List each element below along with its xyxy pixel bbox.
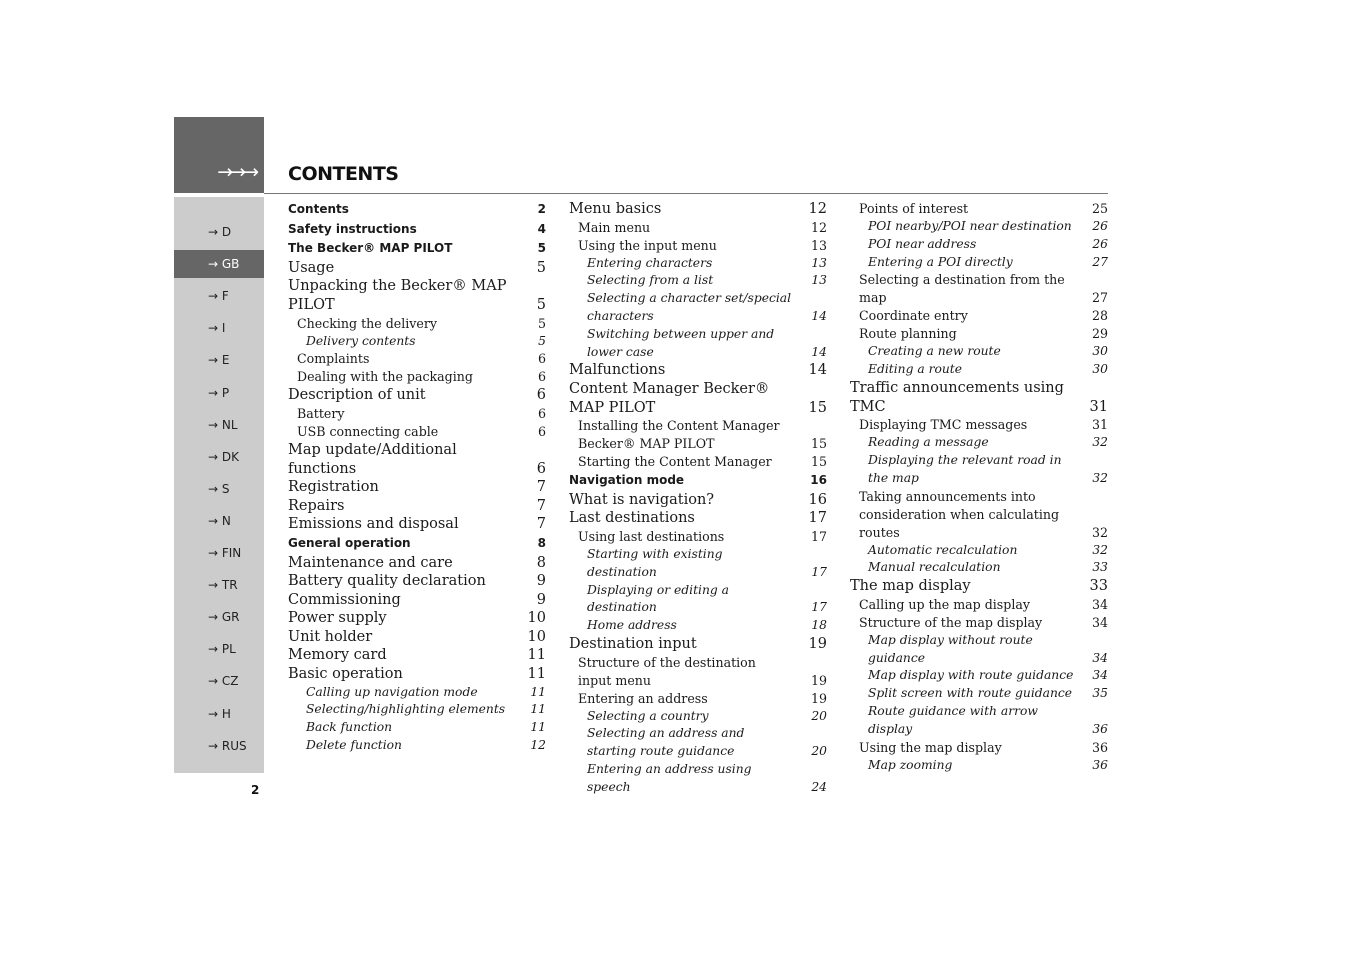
toc-entry-page: 10 [527,610,546,627]
toc-entry-title: Calling up navigation mode [306,684,478,699]
toc-entry-page: 26 [1092,219,1108,233]
toc-entry-page: 31 [1091,417,1108,433]
toc-entry-title: Selecting/highlighting elements [306,702,506,717]
language-tab[interactable] [174,667,264,695]
toc-entry-title: Automatic recalculation [868,542,1018,557]
toc-entry-title: Displaying or editing a destination [587,582,729,615]
toc-entry-title: Points of interest [859,201,969,216]
toc-entry[interactable] [850,218,1108,236]
toc-entry[interactable] [569,528,827,546]
toc-entry-title: Malfunctions [569,362,666,379]
toc-entry-title: Entering an address [578,690,708,706]
toc-entry-page: 12 [808,201,827,217]
toc-entry-title: Calling up the map display [859,596,1030,612]
toc-entry-title: Repairs [288,497,345,514]
toc-entry-title: Selecting an address and starting route guidance [587,726,745,759]
toc-entry-page: 7 [536,516,546,533]
toc-entry-page: 19 [810,672,827,688]
toc-column-1 [288,200,546,755]
toc-entry-page: 32 [1091,524,1108,540]
toc-entry[interactable] [288,646,546,665]
toc-entry-title: Selecting from a list [587,273,714,288]
toc-entry-title: USB connecting cable [297,423,439,439]
toc-entry-title: Dealing with the packaging [297,369,473,385]
toc-entry-page: 8 [537,535,546,550]
toc-entry-page: 18 [811,618,827,633]
language-tab[interactable] [174,475,264,503]
toc-entry-title: Starting with existing destination [587,546,723,579]
toc-entry-title: Registration [288,479,379,496]
toc-entry-title: Power supply [288,610,387,627]
toc-entry-page: 27 [1092,254,1108,269]
toc-entry[interactable] [850,577,1108,596]
toc-entry[interactable] [569,237,827,255]
toc-entry[interactable] [850,739,1108,757]
toc-entry-title: Usage [288,259,335,276]
toc-entry-title: Structure of the map display [859,614,1043,630]
toc-entry-title: Entering a POI directly [868,254,1013,269]
language-tab-label: → N [208,513,231,528]
toc-entry-page: 11 [530,702,546,717]
toc-entry-page: 2 [537,202,546,216]
language-tab[interactable] [174,379,264,407]
toc-entry[interactable] [569,708,827,726]
toc-entry[interactable] [569,690,827,708]
language-sidebar [174,197,264,773]
toc-entry[interactable] [288,701,546,719]
toc-entry[interactable] [850,685,1108,703]
language-tab-label: → TR [208,578,238,593]
toc-entry-page: 16 [808,491,827,508]
language-tab-label: → DK [208,449,239,464]
header-block [174,117,264,193]
toc-entry-page: 16 [810,473,827,488]
toc-entry[interactable] [288,665,546,684]
toc-entry-page: 5 [536,296,546,313]
toc-entry-title: Starting the Content Manager [578,454,772,470]
language-tab-label: → RUS [208,738,247,753]
toc-entry[interactable] [850,488,1108,542]
toc-entry[interactable] [288,478,546,497]
toc-column-2 [569,200,827,797]
language-tab[interactable] [174,218,264,246]
toc-entry-title: Manual recalculation [868,560,1001,575]
toc-entry[interactable] [850,343,1108,361]
toc-entry[interactable] [288,386,546,405]
toc-entry-page: 34 [1091,596,1108,612]
toc-entry[interactable] [288,554,546,573]
toc-entry-title: Using last destinations [578,528,725,544]
toc-section-entry[interactable] [288,200,546,220]
toc-entry-page: 5 [537,315,546,331]
toc-entry-title: Unit holder [288,628,373,645]
toc-entry[interactable] [569,654,827,690]
toc-entry-title: Memory card [288,647,387,664]
toc-entry-page: 28 [1091,308,1108,324]
toc-entry-title: Map zooming [868,757,953,772]
toc-entry-title: Entering an address using speech [587,761,752,794]
toc-entry-page: 8 [536,554,546,571]
toc-entry-title: Description of unit [288,387,426,404]
toc-entry-page: 25 [1091,201,1108,216]
language-tab[interactable] [174,346,264,374]
language-tab-label: → I [208,321,226,336]
toc-entry-title: POI near address [868,236,977,251]
language-tab[interactable] [174,635,264,663]
toc-entry-title: Displaying the relevant road in the map [868,452,1062,485]
toc-entry-page: 5 [536,259,546,276]
toc-entry-title: Contents [288,202,349,216]
language-tab[interactable] [174,603,264,631]
toc-entry-page: 33 [1092,560,1108,575]
toc-entry[interactable] [850,416,1108,434]
toc-entry[interactable] [569,255,827,273]
toc-entry-title: Navigation mode [569,473,685,488]
toc-entry-title: Route guidance with arrow display [868,703,1038,736]
language-tab[interactable] [174,282,264,310]
toc-entry-page: 27 [1091,290,1108,306]
toc-column-3 [850,200,1108,774]
toc-entry-title: Battery quality declaration [288,573,486,590]
toc-entry[interactable] [288,719,546,737]
toc-entry-page: 31 [1089,398,1108,415]
toc-entry-page: 29 [1091,326,1108,342]
toc-entry-page: 13 [810,237,827,253]
toc-entry-page: 7 [536,479,546,496]
toc-entry-title: Editing a route [868,362,963,377]
toc-entry-page: 9 [536,591,546,608]
language-tab-label: → CZ [208,674,239,689]
toc-entry[interactable] [850,614,1108,632]
toc-entry-title: Displaying TMC messages [859,417,1028,433]
language-tab[interactable] [174,507,264,535]
toc-section-entry[interactable] [288,534,546,554]
language-tab[interactable] [174,732,264,760]
toc-entry[interactable] [850,325,1108,343]
toc-entry-page: 14 [811,308,827,323]
toc-entry-title: Battery [297,405,345,421]
toc-section-entry[interactable] [288,239,546,259]
toc-section-entry[interactable] [288,220,546,240]
language-tab[interactable] [174,443,264,471]
toc-entry-page: 11 [530,684,546,699]
toc-entry[interactable] [850,452,1108,488]
toc-entry-page: 20 [811,744,827,759]
toc-entry[interactable] [569,417,827,453]
toc-entry[interactable] [850,596,1108,614]
toc-entry[interactable] [288,609,546,628]
toc-entry[interactable] [569,361,827,380]
toc-entry-title: What is navigation? [569,491,715,508]
toc-entry[interactable] [288,515,546,534]
toc-entry-title: Maintenance and care [288,554,453,571]
toc-entry-page: 15 [810,436,827,452]
toc-entry[interactable] [569,380,827,417]
language-tab[interactable] [174,314,264,342]
language-tab-label: → H [208,706,231,721]
toc-entry[interactable] [569,219,827,237]
toc-entry-title: Selecting a character set/special characters [587,291,792,323]
toc-entry-title: Using the input menu [578,237,717,253]
toc-entry[interactable] [569,272,827,290]
toc-entry[interactable] [850,632,1108,668]
toc-entry-title: Content Manager Becker® MAP PILOT [569,380,770,416]
language-tab-label: → S [208,481,230,496]
language-tab-label: → PL [208,642,236,657]
toc-entry[interactable] [569,453,827,471]
toc-entry-page: 9 [536,573,546,590]
language-tab[interactable] [174,539,264,567]
toc-entry[interactable] [288,333,546,351]
language-tab-label: → NL [208,417,238,432]
toc-entry[interactable] [288,350,546,368]
toc-entry-page: 4 [537,221,546,236]
toc-entry-title: Entering characters [587,255,713,270]
toc-entry[interactable] [569,491,827,510]
toc-entry-page: 5 [537,241,546,256]
toc-entry[interactable] [850,271,1108,307]
toc-entry-title: Switching between upper and lower case [587,326,775,359]
toc-entry[interactable] [288,441,546,478]
toc-entry-page: 14 [811,344,827,359]
toc-entry-page: 6 [536,460,546,477]
toc-entry-page: 26 [1092,236,1108,251]
toc-entry[interactable] [569,509,827,528]
toc-entry-page: 19 [810,690,827,706]
toc-entry-title: Map display with route guidance [868,668,1074,683]
toc-entry-title: Taking announcements into consideration when calculating routes [859,488,1060,540]
toc-entry-title: Destination input [569,635,697,652]
toc-entry-page: 30 [1092,362,1108,377]
toc-entry-title: Coordinate entry [859,308,968,324]
toc-entry-title: Safety instructions [288,221,417,236]
toc-entry-title: POI nearby/POI near destination [868,219,1072,233]
toc-entry-page: 36 [1092,757,1108,772]
toc-entry-page: 6 [537,369,546,385]
toc-entry[interactable] [850,667,1108,685]
toc-entry-page: 15 [810,454,827,470]
toc-entry[interactable] [850,757,1108,775]
toc-entry[interactable] [288,368,546,386]
language-tab-label: → GR [208,610,240,625]
toc-entry[interactable] [850,307,1108,325]
toc-entry[interactable] [288,277,546,314]
toc-entry-page: 13 [811,255,827,270]
toc-entry-title: Selecting a destination from the map [859,272,1065,306]
toc-entry-page: 10 [527,628,546,645]
toc-entry[interactable] [569,725,827,761]
toc-entry[interactable] [569,326,827,362]
language-tab[interactable] [174,250,264,278]
toc-entry-title: Basic operation [288,666,403,683]
toc-entry[interactable] [288,497,546,516]
toc-entry-page: 34 [1092,650,1108,665]
toc-entry-title: Complaints [297,351,370,367]
toc-entry-title: Split screen with route guidance [868,686,1073,701]
toc-entry-title: Map update/Additional functions [288,441,457,477]
page-title: CONTENTS [288,163,399,185]
toc-entry-title: The Becker® MAP PILOT [288,241,453,256]
toc-entry-title: Commissioning [288,591,401,608]
page-number: 2 [251,783,260,797]
toc-entry-title: The map display [850,578,971,595]
toc-entry[interactable] [850,200,1108,218]
toc-entry-title: Home address [587,618,677,633]
language-tab-label: → F [208,289,229,304]
toc-entry-page: 36 [1092,721,1108,736]
toc-entry[interactable] [850,559,1108,577]
language-tab-label: → FIN [208,546,242,560]
toc-entry-page: 17 [808,510,827,527]
toc-entry-title: General operation [288,535,411,550]
toc-entry-title: Map display without route guidance [868,632,1033,665]
toc-entry-title: Traffic announcements using TMC [850,379,1064,415]
toc-entry[interactable] [288,628,546,647]
toc-entry-title: Checking the delivery [297,315,437,331]
toc-entry-page: 17 [811,600,827,615]
toc-entry-page: 13 [811,273,827,288]
toc-entry-page: 17 [810,528,827,544]
language-tab-label: → D [208,225,232,239]
toc-entry-page: 32 [1092,470,1108,485]
toc-entry-title: Creating a new route [868,344,1001,359]
toc-entry[interactable] [850,361,1108,379]
toc-entry-page: 20 [811,708,827,723]
toc-entry-title: Delete function [306,738,402,753]
language-tab[interactable] [174,571,264,599]
toc-entry-page: 11 [527,666,546,683]
toc-entry[interactable] [850,703,1108,739]
toc-entry[interactable] [850,254,1108,272]
toc-entry[interactable] [288,684,546,702]
toc-entry-title: Route planning [859,326,957,342]
toc-entry-page: 12 [810,219,827,235]
toc-entry-title: Delivery contents [306,333,416,348]
language-tab-label: → E [208,353,230,368]
toc-section-entry[interactable] [569,471,827,491]
toc-entry-title: Unpacking the Becker® MAP PILOT [288,278,507,313]
language-tab-label: → GB [208,257,240,272]
toc-entry-title: Selecting a country [587,708,709,723]
language-tab-label: → P [208,385,230,400]
toc-entry-page: 7 [536,497,546,514]
toc-entry-page: 36 [1091,739,1108,755]
toc-entry-page: 6 [537,423,546,439]
toc-entry-title: Structure of the destination input menu [578,654,756,688]
toc-entry-page: 6 [537,405,546,421]
toc-entry-page: 32 [1092,435,1108,450]
toc-entry-page: 11 [527,647,546,664]
arrows-icon: →→→ [217,161,256,183]
toc-entry-title: Emissions and disposal [288,516,459,533]
toc-entry[interactable] [850,379,1108,416]
header-rule [264,193,1108,194]
toc-entry[interactable] [569,546,827,582]
toc-entry-page: 5 [538,333,546,348]
toc-entry-page: 6 [536,387,546,404]
toc-entry-page: 14 [808,362,827,379]
toc-entry[interactable] [850,236,1108,254]
toc-entry-page: 11 [530,720,546,735]
toc-entry[interactable] [288,405,546,423]
toc-entry[interactable] [288,591,546,610]
toc-entry-page: 17 [811,564,827,579]
toc-entry-page: 24 [811,779,827,794]
toc-entry-title: Main menu [578,219,651,235]
toc-entry-title: Menu basics [569,201,662,217]
toc-entry-title: Last destinations [569,510,695,527]
toc-entry[interactable] [569,582,827,618]
toc-entry[interactable] [569,617,827,635]
toc-entry-page: 12 [530,738,546,753]
toc-entry-page: 33 [1089,578,1108,595]
toc-entry[interactable] [569,761,827,797]
toc-entry-page: 34 [1091,614,1108,630]
toc-entry[interactable] [569,200,827,219]
toc-entry-title: Reading a message [868,435,989,450]
language-tab[interactable] [174,411,264,439]
toc-entry-page: 19 [808,635,827,652]
toc-entry-title: Installing the Content Manager Becker® MAP PILOT [578,418,780,452]
toc-entry-page: 34 [1092,668,1108,683]
toc-entry-page: 32 [1092,542,1108,557]
toc-entry-title: Using the map display [859,739,1002,755]
toc-entry-page: 30 [1092,344,1108,359]
toc-entry[interactable] [288,259,546,278]
toc-entry[interactable] [288,572,546,591]
toc-entry[interactable] [850,434,1108,452]
toc-entry-page: 15 [808,399,827,416]
toc-entry[interactable] [850,542,1108,560]
toc-entry[interactable] [288,737,546,755]
language-tab[interactable] [174,700,264,728]
toc-entry-page: 6 [537,351,546,367]
toc-entry[interactable] [288,423,546,441]
toc-entry-title: Back function [306,720,393,735]
toc-entry[interactable] [569,290,827,326]
toc-entry[interactable] [569,635,827,654]
toc-entry[interactable] [288,315,546,333]
toc-entry-page: 35 [1092,686,1108,701]
